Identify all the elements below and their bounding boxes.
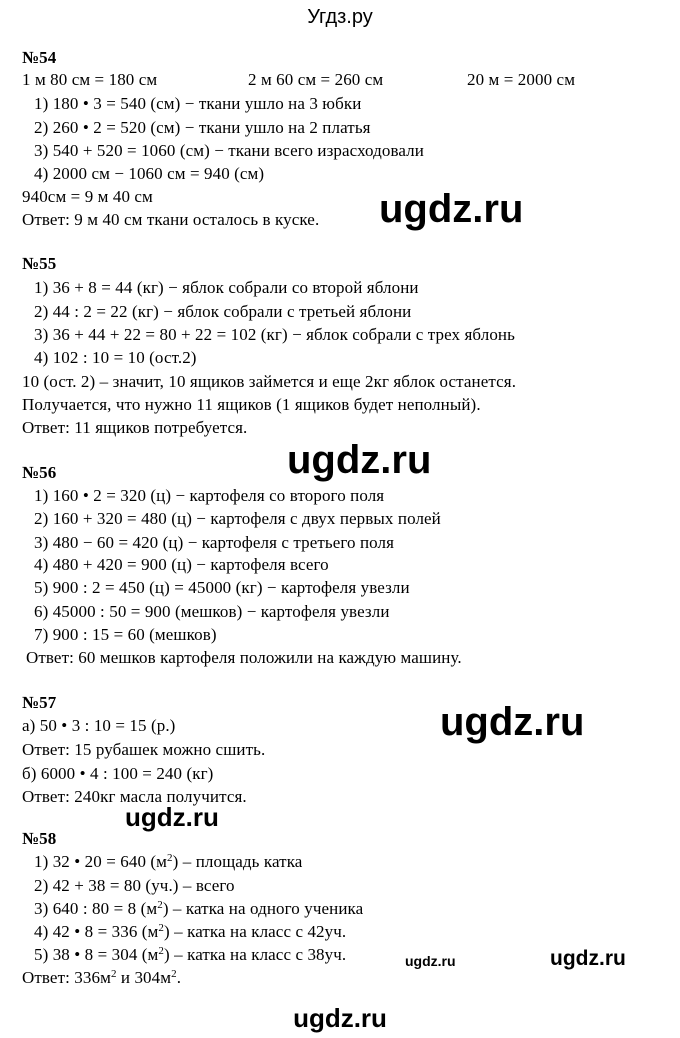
p58-step-2: 2) 42 + 38 = 80 (уч.) – всего (34, 876, 235, 895)
p58-step-3: 3) 640 : 80 = 8 $(м^2)$ – катка на одного ученика (34, 899, 364, 918)
watermark-1: ugdz.ru (379, 187, 524, 231)
p55-step-3: 3) 36 + 44 + 22 = 80 + 22 = 102 (кг) − яблок собрали с трех яблонь (34, 325, 515, 344)
p56-step-4: 4) 480 + 420 = 900 (ц) − картофеля всего (34, 555, 329, 574)
p54-step-3: 3) 540 + 520 = 1060 (см) − ткани всего израсходовали (34, 141, 424, 160)
p57-part-a: а) 50 • 3 : 10 = 15 (р.) (22, 716, 176, 735)
problem-56-heading: №56 (22, 463, 57, 482)
p58-step-5: 5) 38 • 8 = 304 $(м^2)$ – катка на класс с 38уч. (34, 945, 347, 964)
watermark-6: ugdz.ru (550, 947, 626, 970)
problem-57-heading: №57 (22, 693, 57, 712)
p58-step-4: 4) 42 • 8 = 336 $(м^2)$ – катка на класс с 42уч. (34, 922, 347, 941)
p54-conversion-2: 2 м 60 см = 260 см (248, 70, 384, 89)
problem-58-heading: №58 (22, 829, 57, 848)
p54-conversion-1: 1 м 80 см = 180 см (22, 70, 158, 89)
problem-54-heading: №54 (22, 48, 57, 67)
watermark-footer: ugdz.ru (293, 1003, 387, 1033)
watermark-2: ugdz.ru (287, 438, 432, 482)
p55-note-2: Получается, что нужно 11 ящиков (1 ящиков будет неполный). (22, 395, 481, 414)
p54-step-1: 1) 180 • 3 = 540 (см) − ткани ушло на 3 юбки (34, 94, 362, 113)
p56-step-2: 2) 160 + 320 = 480 (ц) − картофеля с двух первых полей (34, 509, 441, 528)
watermark-4: ugdz.ru (125, 802, 219, 832)
p54-conversion-4: 940см = 9 м 40 см (22, 187, 153, 206)
p56-step-3: 3) 480 − 60 = 420 (ц) − картофеля с третьего поля (34, 533, 395, 552)
p57-answer-b: Ответ: 240кг масла получится. (22, 787, 247, 806)
p55-step-2: 2) 44 : 2 = 22 (кг) − яблок собрали с третьей яблони (34, 302, 412, 321)
p56-answer: Ответ: 60 мешков картофеля положили на каждую машину. (26, 648, 462, 667)
p57-answer-a: Ответ: 15 рубашек можно сшить. (22, 740, 266, 759)
p55-note-1: 10 (ост. 2) – значит, 10 ящиков займется и еще 2кг яблок останется. (22, 372, 517, 391)
p54-conversion-3: 20 м = 2000 см (467, 70, 576, 89)
p55-answer: Ответ: 11 ящиков потребуется. (22, 418, 248, 437)
site-title: Угдз.ру (307, 6, 373, 28)
p54-step-4: 4) 2000 см − 1060 см = 940 (см) (34, 164, 265, 183)
p55-step-1: 1) 36 + 8 = 44 (кг) − яблок собрали со второй яблони (34, 278, 419, 297)
p58-answer: Ответ: $336м^2$ и $304м^2$. (22, 968, 182, 987)
p55-step-4: 4) 102 : 10 = 10 (ост.2) (34, 348, 197, 367)
p56-step-5: 5) 900 : 2 = 450 (ц) = 45000 (кг) − картофеля увезли (34, 578, 410, 597)
p54-answer: Ответ: 9 м 40 см ткани осталось в куске. (22, 210, 320, 229)
p56-step-7: 7) 900 : 15 = 60 (мешков) (34, 625, 217, 644)
p56-step-6: 6) 45000 : 50 = 900 (мешков) − картофеля увезли (34, 602, 390, 621)
watermark-5: ugdz.ru (405, 953, 456, 969)
p58-step-1: 1) 32 • 20 = 640 $(м^2)$ – площадь катка (34, 852, 303, 871)
p56-step-1: 1) 160 • 2 = 320 (ц) − картофеля со второго поля (34, 486, 385, 505)
p54-step-2: 2) 260 • 2 = 520 (см) − ткани ушло на 2 платья (34, 118, 371, 137)
problem-55-heading: №55 (22, 254, 57, 273)
watermark-3: ugdz.ru (440, 700, 585, 744)
p57-part-b: б) 6000 • 4 : 100 = 240 (кг) (22, 764, 214, 783)
